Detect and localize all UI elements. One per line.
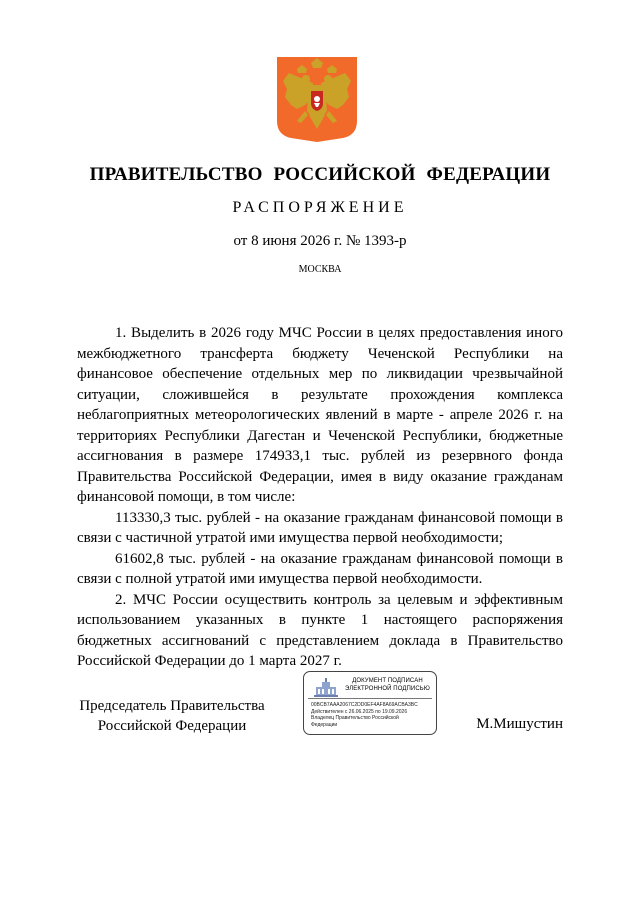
- government-building-icon: [313, 678, 339, 698]
- stamp-details: [311, 702, 435, 728]
- stamp-title-line1: ДОКУМЕНТ ПОДПИСАН: [352, 678, 423, 684]
- document-body: [77, 323, 563, 672]
- signatory-position-line1: Председатель Правительства: [79, 698, 265, 714]
- electronic-signature-stamp: [303, 671, 437, 735]
- stamp-owner-line1: Владелец Правительство Российской: [311, 715, 399, 721]
- document-date-number: от 8 июня 2026 г. № 1393-р: [233, 233, 407, 249]
- paragraph-1-item-2: 61602,8 тыс. рублей - на оказание гражданам финансовой помощи в связи с полной утратой ими имущества первой необходимости.: [77, 550, 563, 587]
- government-title: ПРАВИТЕЛЬСТВО РОССИЙСКОЙ ФЕДЕРАЦИИ: [89, 164, 551, 185]
- document-type: РАСПОРЯЖЕНИЕ: [232, 199, 408, 216]
- signatory-position: [77, 696, 267, 736]
- paragraph-1: 1. Выделить в 2026 году МЧС России в целях предоставления иного межбюджетного трансферта бюджету Чеченской Республики на финансовое обеспечение отдельных мер по ликвидации чрезвычайной ситуации, сложившейся в результате прохождения комплекса неблагоприятных метеорологических явлений в марте - апреле 2026 г. на территориях Республики Дагестан и Чеченской Республики, бюджетные ассигнования в размере 174933,1 тыс. рублей из резервного фонда Правительства Российской Федерации, имея в виду оказание гражданам финансовой помощи, в том числе:: [77, 325, 563, 505]
- stamp-divider: [308, 698, 432, 699]
- stamp-title-line2: ЭЛЕКТРОННОЙ ПОДПИСЬЮ: [345, 686, 430, 692]
- stamp-title: [340, 677, 435, 693]
- paragraph-2: 2. МЧС России осуществить контроль за целевым и эффективным использованием указанных в пункте 1 настоящего распоряжения бюджетных ассигнований с представлением доклада в Правительство Российской Федерации до 1 марта 2027 г.: [77, 591, 563, 669]
- paragraph-1-item-1: 113330,3 тыс. рублей - на оказание гражданам финансовой помощи в связи с частичной утратой ими имущества первой необходимости;: [77, 509, 563, 546]
- stamp-owner-line2: Федерации: [311, 721, 338, 728]
- signatory-position-line2: Российской Федерации: [97, 718, 247, 734]
- stamp-validity: Действителен с 26.06.2025 по 19.09.2026: [311, 708, 408, 715]
- coat-of-arms-emblem: [275, 55, 359, 143]
- signatory-name: М.Мишустин: [476, 716, 563, 732]
- document-city: МОСКВА: [298, 264, 342, 275]
- stamp-certificate: 00BCB7AAA2067C2DD0EF4AF8A69ACBA3BC: [311, 702, 418, 708]
